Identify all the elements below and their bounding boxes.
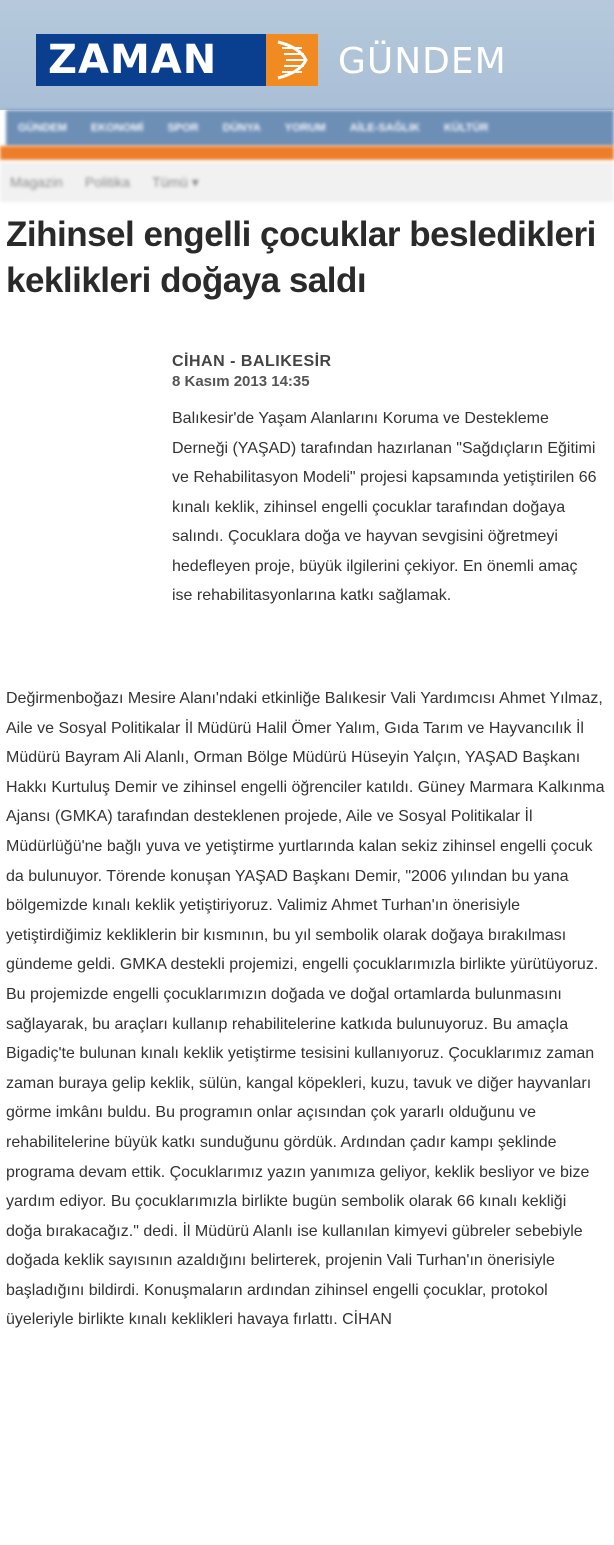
- sub-navigation: [0, 162, 614, 202]
- main-navigation: [6, 110, 614, 146]
- nav-item-ekonomi[interactable]: EKONOMİ: [90, 122, 144, 134]
- nav-item-dunya[interactable]: DÜNYA: [222, 122, 261, 134]
- zaman-logo[interactable]: [36, 34, 318, 86]
- sub-nav-tumu-dropdown[interactable]: Tümü ▾: [152, 173, 199, 190]
- nav-item-yorum[interactable]: YORUM: [284, 122, 326, 134]
- nav-item-spor[interactable]: SPOR: [167, 122, 199, 134]
- article-title: Zihinsel engelli çocuklar besledikleri keklikleri doğaya saldı: [6, 215, 596, 300]
- sub-nav-politika[interactable]: Politika: [84, 174, 131, 190]
- site-header: [0, 0, 614, 110]
- section-title: GÜNDEM: [338, 41, 507, 82]
- logo-text: ZAMAN: [48, 37, 218, 83]
- article-date: 8 Kasım 2013 14:35: [172, 373, 310, 390]
- article-source: CİHAN - BALIKESİR: [172, 353, 332, 370]
- nav-item-gundem[interactable]: GÜNDEM: [18, 122, 67, 134]
- nav-item-kultur[interactable]: KÜLTÜR: [443, 122, 489, 134]
- accent-divider: [0, 146, 614, 160]
- article-body: Değirmenboğazı Mesire Alanı'ndaki etkinliğe Balıkesir Vali Yardımcısı Ahmet Yılmaz, Aile ve Sosyal Politikalar İl Müdürü Halil Ömer Yalım, Gıda Tarım ve Hayvancılık İl Müdürü Bayram Ali Alanlı, Orman Bölge Müdürü Hüseyin Yalçın, YAŞAD Başkanı Hakkı Kurtuluş Demir ve zihinsel engelli öğrenciler katıldı. Güney Marmara Kalkınma Ajansı (GMKA) tarafından desteklenen projede, Aile ve Sosyal Politikalar İl Müdürlüğü'ne bağlı yuva ve yetiştirme yurtlarında kalan sekiz zihinsel engelli çocuk da bulunuyor. Törende konuşan YAŞAD Başkanı Demir, "2006 yılından bu yana bölgemizde kınalı keklik yetiştiriyoruz. Valimiz Ahmet Turhan'ın önerisiyle yetiştirdiğimiz kekliklerin bir kısmının, bu yıl sembolik olarak doğaya bırakılması gündeme geldi. GMKA destekli projemizi, engelli çocuklarımızla birlikte yürütüyoruz. Bu projemizde engelli çocuklarımızın doğada ve doğal ortamlarda bulunmasını sağlayarak, bu araçları kullanıp rehabilitelerine katkıda bulunuyoruz. Bu amaçla Bigadiç'te bulunan kınalı keklik yetiştirme tesisini kullanıyoruz. Çocuklarımız zaman zaman buraya gelip keklik, sülün, kangal köpekleri, kuzu, tavuk ve diğer hayvanları görme imkânı buldu. Bu programın onlar açısından çok yararlı olduğunu ve rehabilitelerine büyük katkı sunduğunu gördük. Ardından çadır kampı şeklinde programa devam ettik. Çocuklarımız yazın yanımıza geliyor, keklik besliyor ve bize yardım ediyor. Bu çocuklarımızla birlikte bugün sembolik olarak 66 kınalı kekliği doğa bırakacağız." dedi. İl Müdürü Alanlı ise kullanılan kimyevi gübreler sebebiyle doğada keklik sayısının azaldığını belirterek, projenin Vali Turhan'ın önerisiyle başladığını bildirdi. Konuşmaların ardından zihinsel engelli çocuklar, protokol üyeleriyle birlikte kınalı keklikleri havaya fırlattı. CİHAN: [6, 690, 605, 1329]
- sub-nav-magazin[interactable]: Magazin: [10, 174, 63, 190]
- article-summary: Balıkesir'de Yaşam Alanlarını Koruma ve Destekleme Derneği (YAŞAD) tarafından hazırlanan "Sağdıçların Eğitimi ve Rehabilitasyon Modeli" projesi kapsamında yetiştirilen 66 kınalı keklik, zihinsel engelli çocuklar tarafından doğaya salındı. Çocuklara doğa ve hayvan sevgisini öğretmeyi hedefleyen proje, büyük ilgilerini çekiyor. En önemli amaç ise rehabilitasyonlarına katkı sağlamak.: [172, 410, 597, 604]
- article-meta: [172, 352, 332, 392]
- logo-mark-icon: [266, 34, 318, 86]
- nav-item-aile-saglik[interactable]: AİLE-SAĞLIK: [349, 122, 420, 134]
